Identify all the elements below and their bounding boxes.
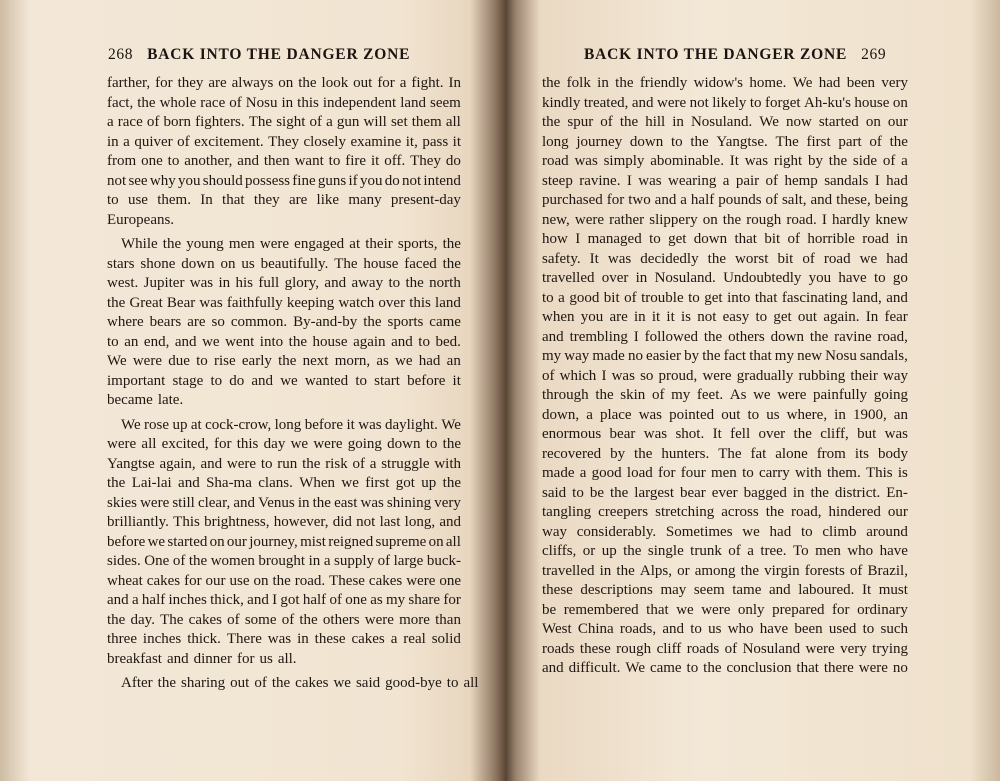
text-line: While the young men were engaged at their sports, the — [121, 236, 461, 252]
text-line: be remembered that we were only prepared for ordinary — [542, 601, 908, 618]
text-line: of which I was so proud, were gradually rubbing their way — [542, 367, 908, 384]
text-line: kindly treated, and were not likely to forget Ah-ku's house on — [542, 94, 908, 111]
text-line: to a good bit of trouble to get into that fascinating land, and — [542, 289, 908, 306]
text-line: breakfast and dinner for us all. — [107, 650, 297, 667]
text-line: travelled in the Alps, or among the virgin forests of Brazil, — [542, 562, 908, 579]
text-line: the spur of the hill in Nosuland. We now started on our — [542, 114, 908, 130]
right-page-number: 269 — [861, 46, 887, 63]
text-line: when you are in it it is not easy to get out again. In fear — [542, 309, 908, 325]
text-line: roads these rough cliff roads of Nosuland were very trying — [542, 640, 908, 657]
right-running-head — [584, 46, 984, 64]
paragraph — [107, 416, 461, 670]
left-page-text — [107, 74, 479, 694]
text-line: important stage to do and we wanted to start before it — [107, 372, 461, 389]
text-line: the folk in the friendly widow's home. We had been very — [542, 75, 908, 91]
text-line: safety. It was decidedly the worst bit of road we had — [542, 250, 908, 267]
text-line: way considerably. Sometimes we had to climb around — [542, 523, 908, 540]
right-page-text — [542, 74, 908, 679]
text-line: where bears are so common. By-and-by the sports came — [107, 314, 461, 330]
text-line: travelled over in Nosuland. Undoubtedly you have to go — [542, 270, 908, 286]
text-line: stars shone down on us beautifully. The house faced the — [107, 255, 461, 272]
text-line: steep ravine. I was wearing a pair of hemp sandals I had — [542, 172, 908, 189]
text-line: long journey down to the Yangtse. The first part of the — [542, 133, 908, 150]
text-line: said to be the largest bear ever bagged in the district. En- — [542, 484, 908, 501]
right-running-title: BACK INTO THE DANGER ZONE — [584, 46, 848, 63]
text-line: and trembling I followed the others down the ravine road, — [542, 328, 908, 345]
text-line: were all excited, for this day we were going down to the — [107, 436, 461, 452]
text-line: new, were rather slippery on the rough road. I hardly knew — [542, 211, 908, 228]
text-line: and a half inches thick, and I got half of one as my share for — [107, 592, 461, 608]
right-page — [512, 0, 1000, 781]
text-line: in a quiver of excitement. They closely examine it, pass it — [107, 133, 461, 150]
text-line: cliffs, or up the single trunk of a tree. To men who have — [542, 543, 908, 559]
text-line: to an end, and we went into the house again and to bed. — [107, 333, 461, 350]
paragraph — [107, 74, 461, 230]
left-page-number: 268 — [108, 46, 134, 63]
text-line: made a good load for four men to carry with them. This is — [542, 465, 908, 481]
text-line: before we started on our journey, mist reigned supreme on all — [107, 533, 461, 550]
text-line: the Great Bear was faithfully keeping watch over this land — [107, 294, 461, 311]
paragraph — [107, 235, 461, 411]
text-line: After the sharing out of the cakes we said good-bye to all — [121, 675, 479, 691]
text-line: my way made no easier by the fact that my new Nosu sandals, — [542, 348, 908, 364]
text-line: fact, the whole race of Nosu in this independent land seem — [107, 94, 461, 111]
text-line: We rose up at cock-crow, long before it was daylight. We — [121, 416, 461, 433]
text-line: three inches thick. There was in these cakes a real solid — [107, 631, 461, 647]
text-line: these descriptions may seem tame and laboured. It must — [542, 582, 908, 598]
paragraph — [107, 674, 479, 694]
text-line: sides. One of the women brought in a supply of large buck- — [107, 553, 461, 569]
text-line: tangling creepers stretching across the road, hindered our — [542, 504, 908, 520]
text-line: the day. The cakes of some of the others were more than — [107, 611, 461, 628]
text-line: brilliantly. This brightness, however, did not last long, and — [107, 514, 461, 530]
text-line: road was simply abominable. It was right by the side of a — [542, 153, 908, 169]
text-line: not see why you should possess fine guns if you do not intend — [107, 172, 461, 189]
text-line: how I managed to get down that bit of horrible road in — [542, 231, 908, 247]
text-line: from one to another, and then want to fire it off. They do — [107, 153, 461, 169]
text-line: the Lai-lai and Sha-ma clans. When we first got up the — [107, 475, 461, 491]
text-line: We were due to rise early the next morn, as we had an — [107, 353, 461, 369]
text-line: a race of born fighters. The sight of a gun will set them all — [107, 114, 461, 130]
left-page — [0, 0, 496, 781]
left-running-head — [108, 46, 468, 64]
paragraph — [542, 74, 908, 679]
text-line: skies were still clear, and Venus in the east was shining very — [107, 494, 461, 511]
text-line: purchased for two and a half pounds of salt, and these, being — [542, 192, 908, 208]
text-line: Europeans. — [107, 211, 175, 228]
text-line: Yangtse again, and were to run the risk of a struggle with — [107, 455, 461, 472]
text-line: recovered by the hunters. The fat alone from its body — [542, 445, 908, 462]
text-line: became late. — [107, 392, 184, 408]
text-line: down, a place was pointed out to us where, in 1900, an — [542, 406, 908, 423]
text-line: through the skin of my feet. As we were painfully going — [542, 387, 908, 403]
text-line: West China roads, and to us who have been used to such — [542, 621, 908, 637]
text-line: and difficult. We came to the conclusion that there were no — [542, 660, 908, 676]
text-line: to use them. In that they are like many present-day — [107, 192, 461, 208]
text-line: west. Jupiter was in his full glory, and away to the north — [107, 275, 461, 291]
text-line: farther, for they are always on the look out for a fight. In — [107, 75, 461, 91]
text-line: enormous bear was shot. It fell over the cliff, but was — [542, 426, 908, 442]
left-running-title: BACK INTO THE DANGER ZONE — [147, 46, 411, 63]
text-line: wheat cakes for our use on the road. These cakes were one — [107, 572, 461, 589]
